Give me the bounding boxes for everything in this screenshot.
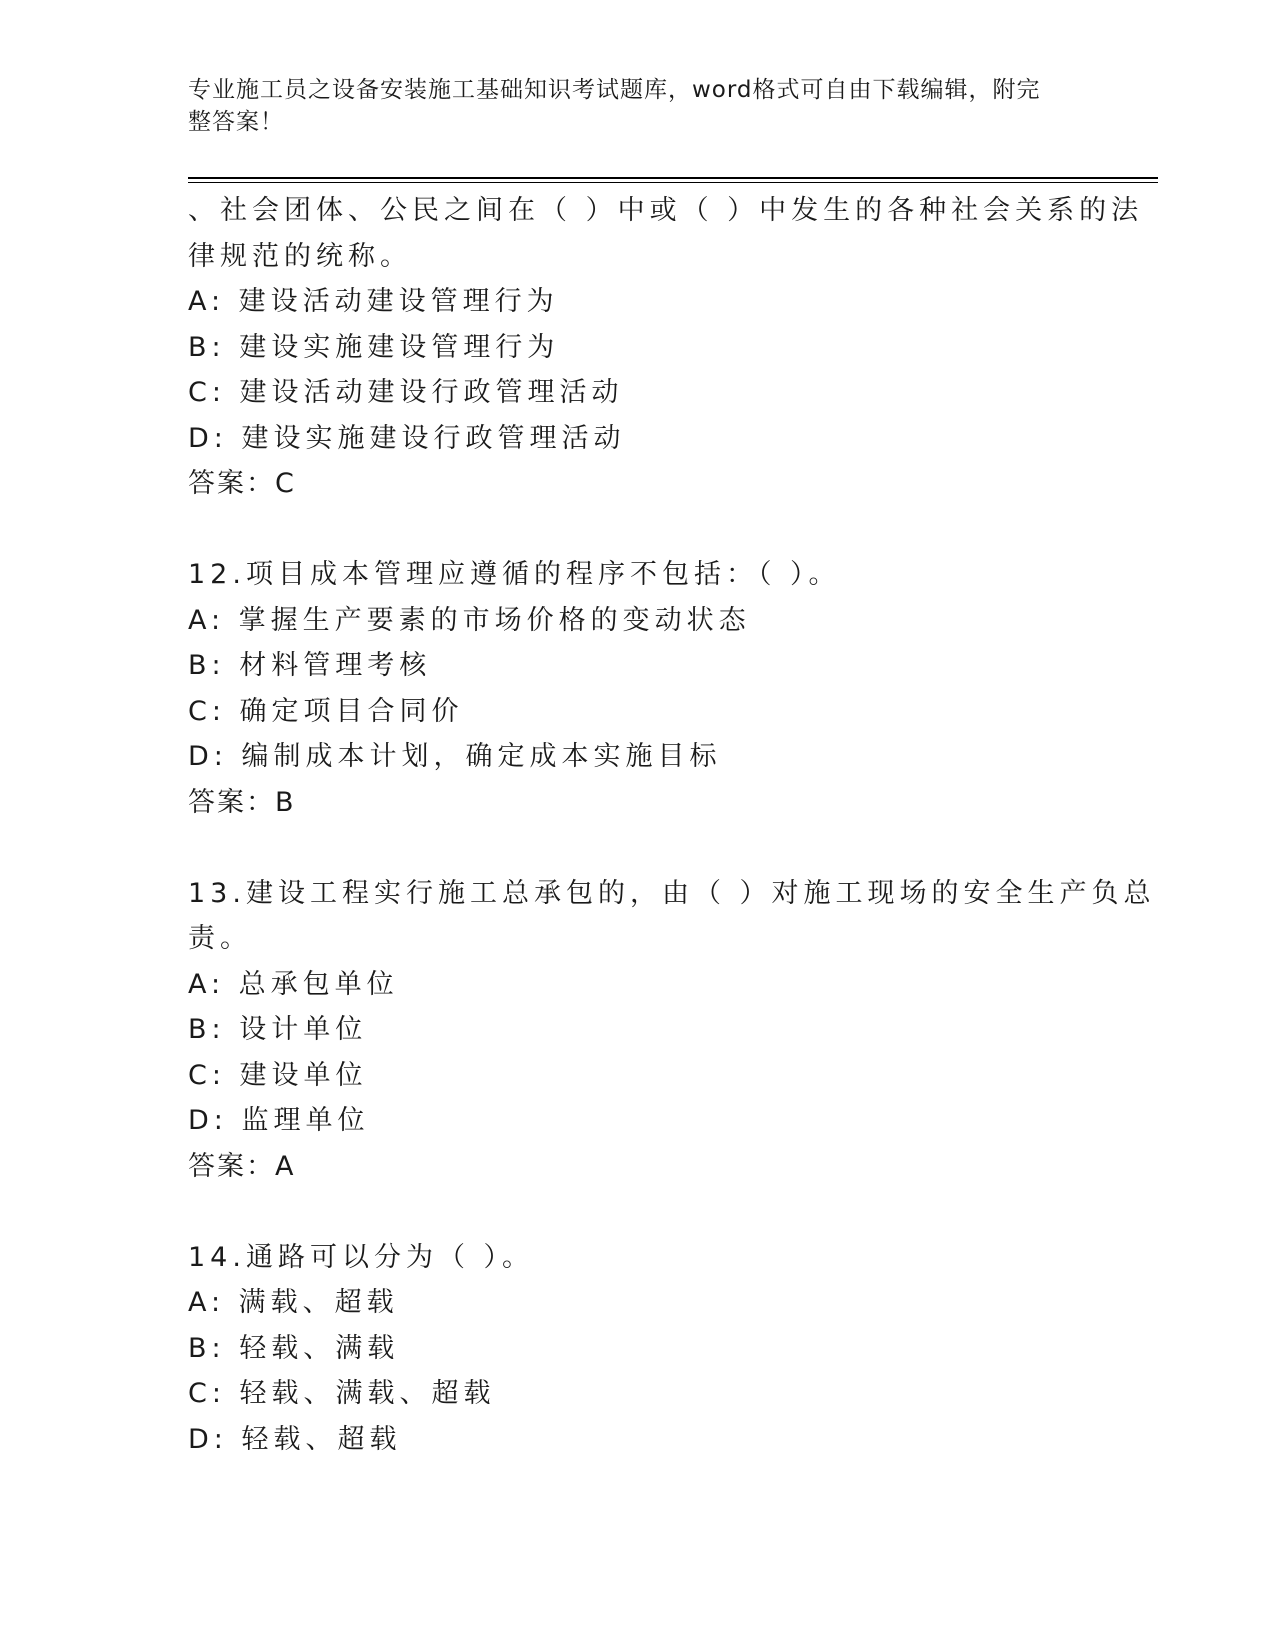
option-c: C: 建设单位 (188, 1059, 368, 1091)
spacer (188, 1189, 1088, 1235)
question-stem-continued: 责。 (188, 923, 252, 954)
question-stem: 、社会团体、公民之间在（ ）中或（ ）中发生的各种社会关系的法 (188, 195, 1144, 226)
header-divider-thick (188, 177, 1158, 179)
option-b: B: 设计单位 (188, 1014, 368, 1045)
answer: 答案：B (188, 786, 296, 818)
spacer (188, 825, 1088, 871)
option-a: A: 满载、超载 (188, 1287, 399, 1318)
document-header (188, 74, 1068, 138)
option-b: B: 材料管理考核 (188, 650, 432, 681)
option-c: C: 建设活动建设行政管理活动 (188, 377, 624, 408)
header-divider-thin (188, 182, 1158, 183)
answer: 答案：A (188, 1150, 296, 1182)
option-a: A: 掌握生产要素的市场价格的变动状态 (188, 604, 751, 636)
question-12 (188, 552, 1088, 825)
question-stem: 13.建设工程实行施工总承包的，由（ ）对施工现场的安全生产负总 (188, 877, 1156, 909)
question-list (188, 188, 1156, 1462)
option-a: A: 建设活动建设管理行为 (188, 286, 559, 317)
option-d: D: 监理单位 (188, 1105, 370, 1136)
answer: 答案：C (188, 468, 296, 499)
option-d: D: 建设实施建设行政管理活动 (188, 422, 626, 454)
option-d: D: 编制成本计划，确定成本实施目标 (188, 741, 722, 772)
option-c: C: 轻载、满载、超载 (188, 1378, 496, 1409)
option-c: C: 确定项目合同价 (188, 695, 464, 727)
question-14 (188, 1235, 1088, 1463)
question-13 (188, 871, 1156, 1190)
question-stem: 12.项目成本管理应遵循的程序不包括：（ ）。 (188, 559, 841, 590)
question-stem-continued: 律规范的统称。 (188, 240, 412, 272)
option-d: D: 轻载、超载 (188, 1423, 402, 1455)
option-b: B: 轻载、满载 (188, 1332, 400, 1364)
option-b: B: 建设实施建设管理行为 (188, 331, 560, 363)
header-line-2: 整答案！ (188, 109, 284, 135)
question-stem: 14.通路可以分为（ ）。 (188, 1241, 535, 1273)
question-11 (188, 188, 1144, 507)
header-line-1: 专业施工员之设备安装施工基础知识考试题库，word格式可自由下载编辑，附完 (188, 77, 1041, 103)
option-a: A: 总承包单位 (188, 968, 399, 1000)
spacer (188, 507, 1088, 553)
